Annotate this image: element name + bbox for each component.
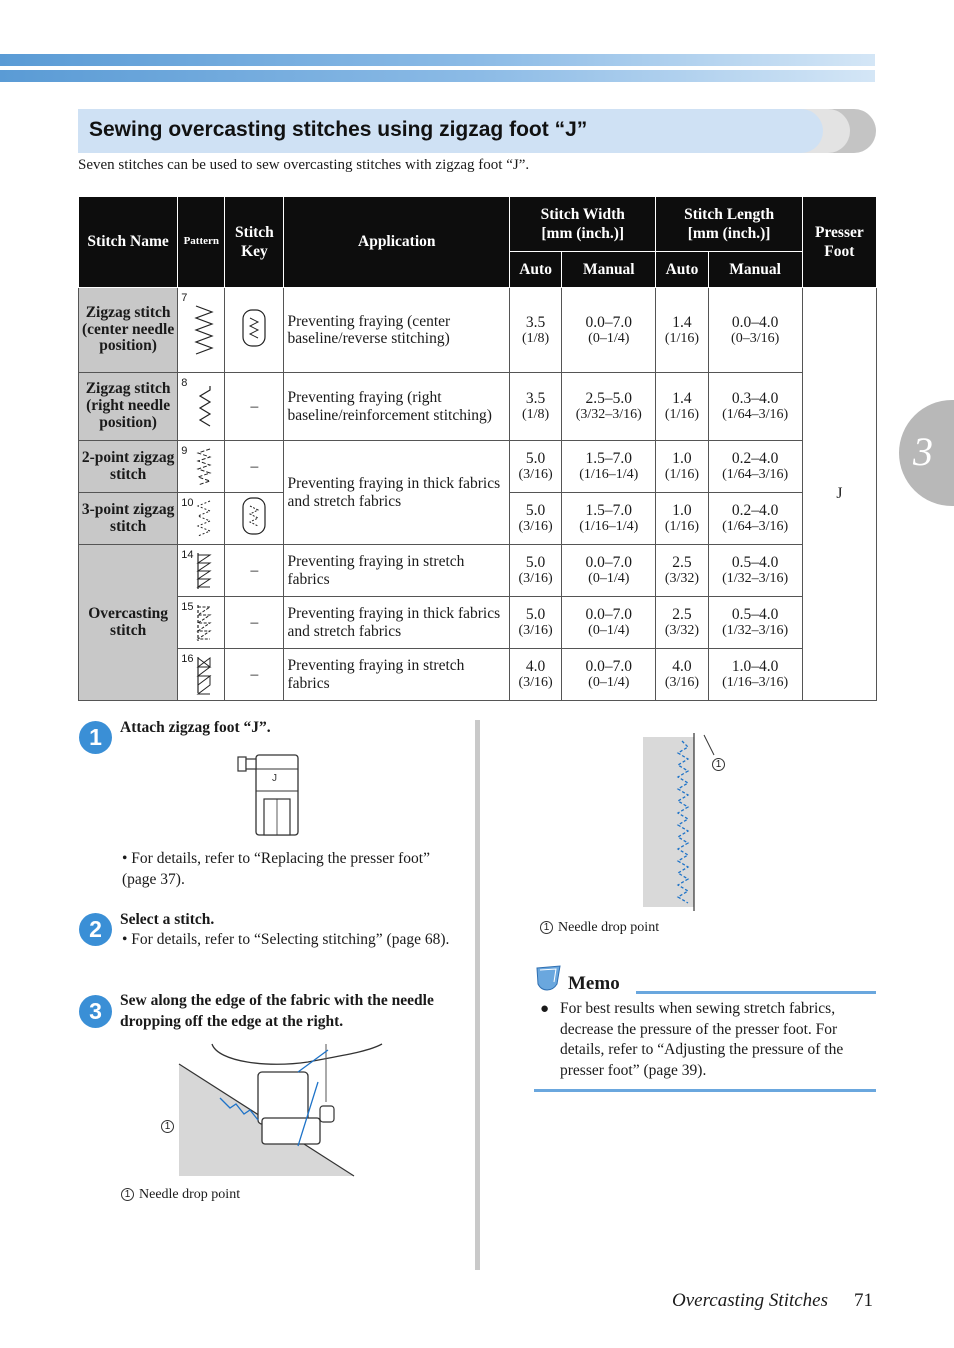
stitch-name: Zigzag stitch (right needle position) [79,373,178,441]
step-1-title: Attach zigzag foot “J”. [120,719,271,736]
presser-foot-value: J [802,288,876,701]
stitch-key: – [225,441,284,493]
value: 0.0–7.0 [585,313,633,331]
col-presser-foot [802,197,876,288]
value: 3.5 [525,313,546,331]
length-manual [708,545,802,597]
value-inch: (1/16–1/4) [579,467,639,483]
zigzag-foot-j-illustration [236,751,304,839]
value-inch: (1/8) [522,330,550,346]
stitch-key-zigzag-icon [241,308,267,348]
value: 2.5–5.0 [585,390,633,408]
circled-number: 1 [712,758,725,771]
table-row [79,288,877,373]
length-auto [656,597,708,649]
stitch-length-label: Stitch Length [mm (inch.)] [684,205,775,242]
width-manual [562,373,656,441]
value-inch: (1/8) [522,407,550,423]
col-width-manual: Manual [562,252,656,288]
zigzag-stitch-icon [192,304,218,356]
stitch-key-cell [225,493,284,545]
intro-text: Seven stitches can be used to sew overcasting stitches with zigzag foot “J”. [78,157,530,173]
table-row [79,597,877,649]
length-manual [708,597,802,649]
value: 0.0–4.0 [731,313,779,331]
needle-drop-caption-left [121,1187,240,1203]
value: 5.0 [525,554,546,572]
value: 0.0–7.0 [585,554,633,572]
table-row [79,649,877,701]
length-manual [708,441,802,493]
value-inch: (3/32) [664,571,700,587]
value: 5.0 [525,502,546,520]
circled-number: 1 [161,1120,174,1133]
value: 5.0 [525,606,546,624]
value: 0.0–7.0 [585,606,633,624]
step-1-badge: 1 [79,721,112,754]
value-inch: (3/16) [518,571,553,587]
table-row [79,373,877,441]
value-inch: (1/32–3/16) [722,623,789,639]
value-inch: (1/64–3/16) [722,519,789,535]
sewing-edge-illustration [178,1042,384,1178]
header-stripe-top [0,54,875,66]
value: 0.0–7.0 [585,658,633,676]
stitch-name: Zigzag stitch (center needle position) [79,288,178,373]
stitch-name: 3-point zigzag stitch [79,493,178,545]
value: 1.0 [672,450,692,468]
width-auto [510,493,562,545]
width-auto [510,288,562,373]
application-text: Preventing fraying (center baseline/reverse stitching) [284,288,510,373]
width-manual [562,545,656,597]
column-divider [475,720,480,1270]
step-2-badge: 2 [79,913,112,946]
value: 0.5–4.0 [731,606,779,624]
stitch-table [78,196,877,701]
col-stitch-length [656,197,802,252]
value: 5.0 [525,450,546,468]
footer-section-name: Overcasting Stitches [672,1290,829,1311]
width-auto [510,545,562,597]
value-inch: (1/16–1/4) [579,519,639,535]
value-inch: (0–1/4) [588,675,630,691]
pattern-cell [178,545,225,597]
value-inch: (1/64–3/16) [722,407,789,423]
value-inch: (3/16) [664,675,700,691]
value-inch: (0–1/4) [588,623,630,639]
length-manual [708,649,802,701]
table-row [79,441,877,493]
application-text: Preventing fraying in stretch fabrics [284,545,510,597]
width-auto [510,373,562,441]
width-manual [562,597,656,649]
value: 0.2–4.0 [731,450,779,468]
caption-text: Needle drop point [139,1187,241,1202]
value-inch: (3/16) [518,467,553,483]
pattern-number: 16 [181,653,194,665]
value: 0.2–4.0 [731,502,779,520]
width-manual [562,493,656,545]
value-inch: (0–3/16) [731,330,780,346]
value: 1.4 [672,313,692,331]
value: 3.5 [525,390,546,408]
stitch-name: 2-point zigzag stitch [79,441,178,493]
chapter-number: 3 [913,429,933,474]
circled-number: 1 [540,921,553,934]
value-inch: (0–1/4) [588,330,630,346]
value-inch: (3/32–3/16) [575,407,642,423]
stitch-name: Overcasting stitch [79,545,178,701]
memo-bullet: ● [540,1001,550,1017]
length-auto [656,649,708,701]
value: 4.0 [672,658,692,676]
value-inch: (3/16) [518,675,553,691]
width-manual [562,649,656,701]
stitch-key: – [225,545,284,597]
application-text: Preventing fraying in stretch fabrics [284,649,510,701]
step-2-bullet: • For details, refer to “Selecting stitching” (page 68). [122,931,450,948]
width-manual [562,441,656,493]
memo-title: Memo [568,973,620,994]
value: 0.5–4.0 [731,554,779,572]
pattern-cell [178,493,225,545]
circled-number: 1 [121,1188,134,1201]
value-inch: (1/32–3/16) [722,571,789,587]
memo-rule-bottom [534,1089,876,1092]
col-application: Application [284,197,510,288]
value: 4.0 [525,658,546,676]
application-text: Preventing fraying in thick fabrics and stretch fabrics [284,597,510,649]
length-manual [708,493,802,545]
three-point-zigzag-icon [192,499,218,539]
pattern-number: 10 [181,497,194,509]
pattern-number: 15 [181,601,194,613]
value-inch: (1/64–3/16) [722,467,789,483]
value: 1.4 [672,390,692,408]
header-stripe-bottom [0,70,875,82]
step-3-badge: 3 [79,995,112,1028]
memo-icon [534,964,566,994]
pattern-cell [178,441,225,493]
overcasting-cross-stitch-icon [192,655,218,695]
overcasting-stitch-icon [192,551,218,591]
value: 1.5–7.0 [585,502,633,520]
value: 2.5 [672,606,692,624]
col-stitch-width [510,197,656,252]
pattern-number: 14 [181,549,194,561]
step-1-bullet: • For details, refer to “Replacing the presser foot” (page 37). [122,850,430,888]
value-inch: (3/16) [518,519,553,535]
page-number: 71 [854,1290,873,1311]
value-inch: (3/32) [664,623,700,639]
stitch-key: – [225,597,284,649]
value-inch: (0–1/4) [588,571,630,587]
col-stitch-key: Stitch Key [225,197,284,288]
pattern-number: 9 [181,445,188,457]
stitch-key: – [225,373,284,441]
width-manual [562,288,656,373]
pattern-cell [178,288,225,373]
value: 1.0 [672,502,692,520]
length-auto [656,493,708,545]
width-auto [510,597,562,649]
col-length-auto: Auto [656,252,708,288]
step-3-title: Sew along the edge of the fabric with the needle dropping off the edge at the right. [120,992,434,1030]
col-pattern: Pattern [178,197,225,288]
zigzag-right-stitch-icon [192,384,218,430]
value-inch: (1/16) [664,519,700,535]
width-auto [510,441,562,493]
section-title-bar [78,109,876,153]
length-manual [708,373,802,441]
needle-drop-caption-right [540,920,659,936]
col-stitch-name: Stitch Name [79,197,178,288]
length-auto [656,288,708,373]
pattern-number: 7 [181,292,188,304]
memo-text: For best results when sewing stretch fabrics, decrease the pressure of the presser foot. For details, refer to “Adjusting the pressure of the presser foot” (page 39). [560,1000,844,1079]
value-inch: (3/16) [518,623,553,639]
pattern-number: 8 [181,377,188,389]
value: 1.0–4.0 [731,658,779,676]
length-auto [656,441,708,493]
application-text: Preventing fraying in thick fabrics and stretch fabrics [284,441,510,545]
stitch-key-cell [225,288,284,373]
value-inch: (1/16) [664,330,700,346]
value-inch: (1/16) [664,407,700,423]
stitch-key: – [225,649,284,701]
chapter-tab [899,400,954,506]
callout-marker [161,1117,179,1135]
application-text: Preventing fraying (right baseline/reinforcement stitching) [284,373,510,441]
length-auto [656,373,708,441]
length-manual [708,288,802,373]
foot-letter: J [272,773,277,784]
value: 0.3–4.0 [731,390,779,408]
section-title: Sewing overcasting stitches using zigzag foot “J” [89,118,588,141]
stitch-width-label: Stitch Width [mm (inch.)] [540,205,625,242]
memo-rule-top [636,991,876,994]
step-2-title: Select a stitch. [120,911,215,928]
pattern-cell [178,649,225,701]
value-inch: (1/16–3/16) [722,675,789,691]
overcasting-thick-stitch-icon [192,603,218,643]
table-row [79,545,877,597]
caption-text: Needle drop point [558,920,660,935]
value: 1.5–7.0 [585,450,633,468]
two-point-zigzag-icon [192,447,218,487]
pattern-cell [178,373,225,441]
width-auto [510,649,562,701]
col-width-auto: Auto [510,252,562,288]
value-inch: (1/16) [664,467,700,483]
presser-foot-label: Presser Foot [814,223,864,260]
col-length-manual: Manual [708,252,802,288]
pattern-cell [178,597,225,649]
value: 2.5 [672,554,692,572]
callout-marker [712,755,730,773]
stitch-key-three-point-icon [241,496,267,536]
length-auto [656,545,708,597]
